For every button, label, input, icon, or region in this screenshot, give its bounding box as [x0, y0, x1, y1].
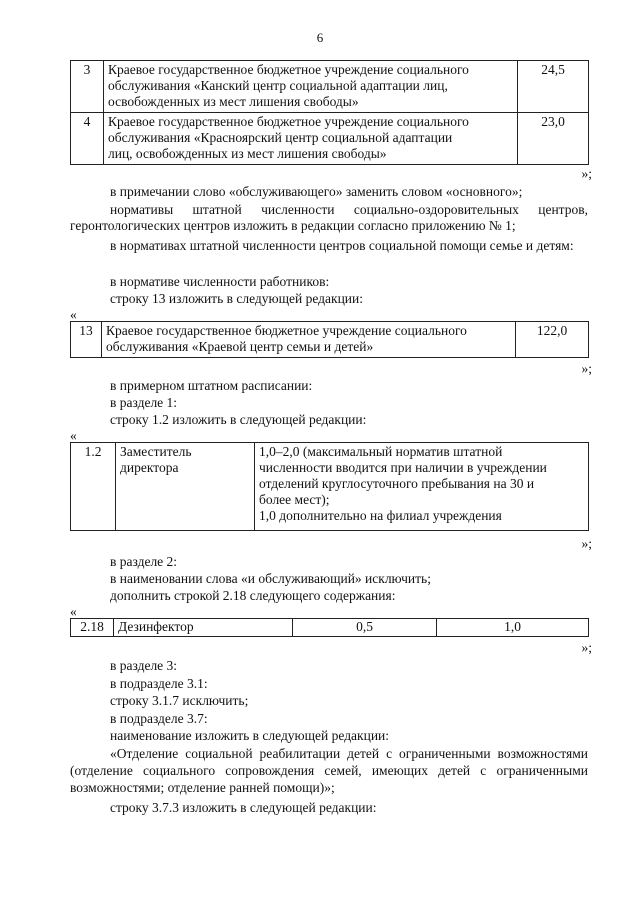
paragraph: в наименовании слова «и обслуживающий» исключить; [110, 571, 431, 586]
institution-name [104, 113, 518, 165]
paragraph: строку 13 изложить в следующей редакции: [110, 291, 364, 306]
paragraph: в примечании слово «обслуживающего» заменить словом «основного»; [110, 184, 523, 199]
table-row [71, 619, 589, 637]
text-line: освобожденных из мест лишения свободы» [108, 94, 359, 109]
position-name: Дезинфектор [114, 619, 293, 637]
institution-name [104, 61, 518, 113]
staff-value: 23,0 [518, 113, 589, 165]
text-line: Краевое государственное бюджетное учреждение социального [108, 62, 469, 77]
table-row [71, 61, 589, 113]
page-number: 6 [316, 30, 324, 45]
text-line: Заместитель [120, 444, 192, 459]
paragraph: дополнить строкой 2.18 следующего содержания: [110, 588, 396, 603]
row-number: 13 [71, 322, 102, 358]
paragraph: в примерном штатном расписании: [110, 378, 313, 393]
row-number: 4 [71, 113, 104, 165]
table-staff-position [70, 442, 589, 531]
text-line: лиц, освобожденных из мест лишения свободы» [108, 146, 387, 161]
text-line: 1,0 дополнительно на филиал учреждения [259, 508, 502, 523]
staff-value: 24,5 [518, 61, 589, 113]
opening-quote: « [70, 428, 77, 443]
table-institutions-1 [70, 60, 589, 165]
paragraph: в нормативе численности работников: [110, 274, 330, 289]
text-line: директора [120, 460, 179, 475]
text-line: 1,0–2,0 (максимальный норматив штатной [259, 444, 503, 459]
paragraph: строку 3.7.3 изложить в следующей редакции: [110, 800, 377, 815]
closing-quote: »; [581, 166, 592, 181]
paragraph: в подразделе 3.1: [110, 676, 208, 691]
table-row [71, 113, 589, 165]
text-line: обслуживания «Краевой центр семьи и детей» [106, 339, 374, 354]
paragraph: в подразделе 3.7: [110, 711, 208, 726]
closing-quote: »; [581, 640, 592, 655]
paragraph: в разделе 1: [110, 395, 178, 410]
paragraph: строку 1.2 изложить в следующей редакции: [110, 412, 367, 427]
opening-quote: « [70, 604, 77, 619]
text-line: более мест); [259, 492, 330, 507]
table-staff-row-218 [70, 618, 589, 637]
paragraph: нормативы штатной численности социально-оздоровительных центров, геронтологических центров изложить в редакции согласно приложению № 1; [70, 202, 588, 233]
row-number: 1.2 [71, 443, 116, 531]
row-number: 2.18 [71, 619, 114, 637]
paragraph: наименование изложить в следующей редакции: [110, 728, 390, 743]
table-row [71, 322, 589, 358]
staff-value: 0,5 [293, 619, 437, 637]
text-line: отделений круглосуточного пребывания на 30 и [259, 476, 535, 491]
paragraph: строку 3.1.7 исключить; [110, 693, 249, 708]
closing-quote: »; [581, 536, 592, 551]
text-line: обслуживания «Красноярский центр социальной адаптации [108, 130, 453, 145]
staff-norm [255, 443, 589, 531]
text-line: численности вводится при наличии в учреждении [259, 460, 547, 475]
position-name [116, 443, 255, 531]
text-line: Краевое государственное бюджетное учреждение социального [106, 323, 467, 338]
paragraph: в разделе 3: [110, 658, 178, 673]
opening-quote: « [70, 307, 77, 322]
table-row [71, 443, 589, 531]
paragraph: «Отделение социальной реабилитации детей с ограниченными возможностями (отделение социального сопровождения семей, имеющих детей с ограниченными возможностями; отделение ранней помощи)»; [70, 746, 588, 795]
paragraph: в нормативах штатной численности центров социальной помощи семье и детям: [110, 238, 574, 253]
table-institutions-2 [70, 321, 589, 358]
staff-value: 1,0 [437, 619, 589, 637]
text-line: Краевое государственное бюджетное учреждение социального [108, 114, 469, 129]
text-line: обслуживания «Канский центр социальной адаптации лиц, [108, 78, 448, 93]
closing-quote: »; [581, 361, 592, 376]
paragraph: в разделе 2: [110, 554, 178, 569]
row-number: 3 [71, 61, 104, 113]
staff-value: 122,0 [516, 322, 589, 358]
institution-name [102, 322, 516, 358]
